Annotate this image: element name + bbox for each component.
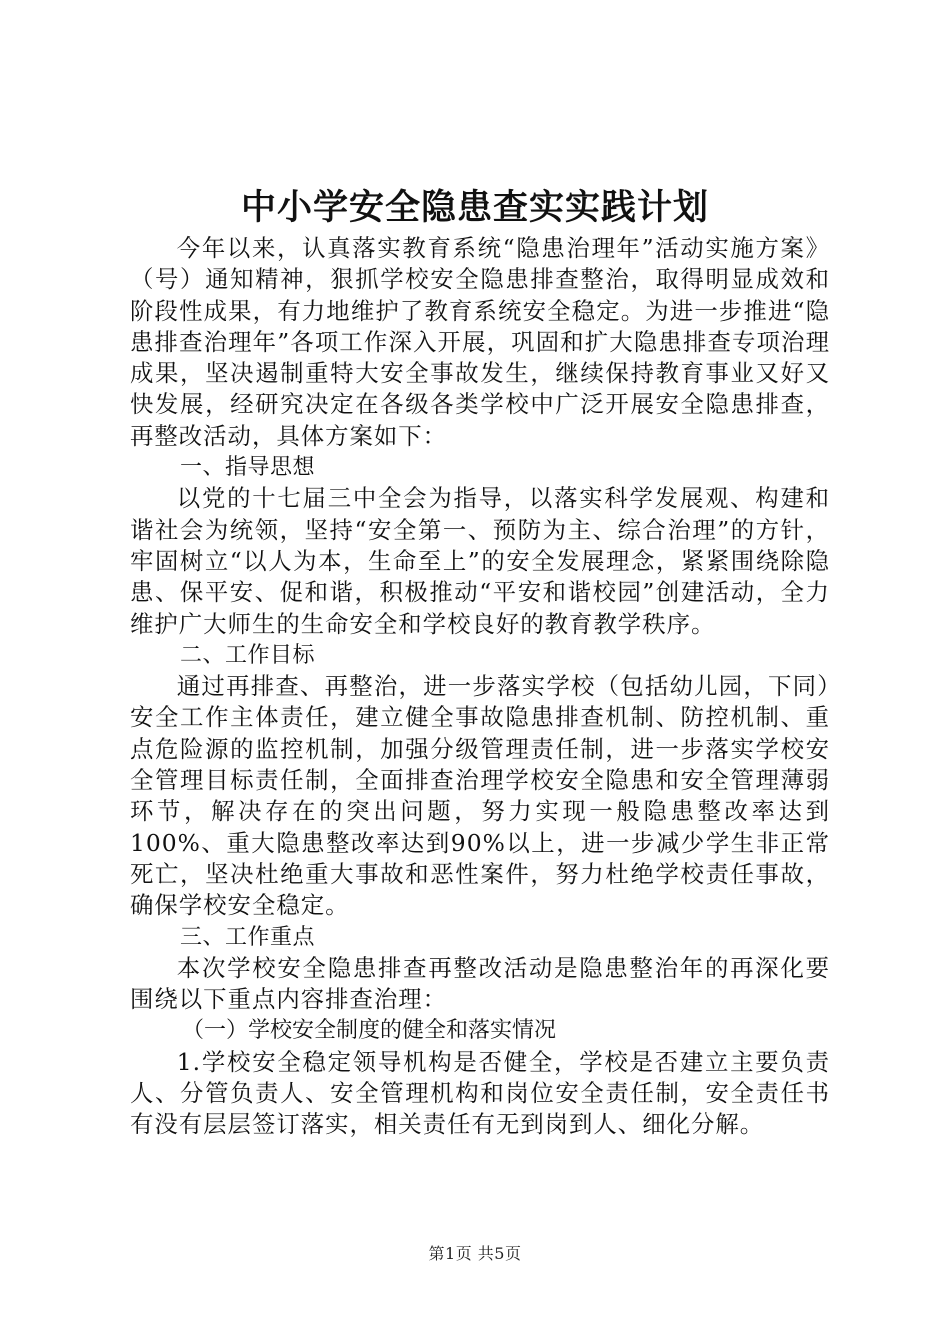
section-heading-guiding-ideology: 一、指导思想 xyxy=(180,455,316,481)
subsection-heading-safety-system: （一）学校安全制度的健全和落实情况 xyxy=(182,1018,557,1044)
section-paragraph-guiding-ideology: 以党的十七届三中全会为指导，以落实科学发展观、构建和谐社会为统领，坚持“安全第一、预防为主、综合治理”的方针，牢固树立“以人为本，生命至上”的安全发展理念，紧紧围绕除隐患、保平安、促和谐，积极推动“平安和谐校园”创建活动，全力维护广大师生的生命安全和学校良好的教育教学秩序。 xyxy=(130,484,830,638)
list-item-safety-leadership: 1.学校安全稳定领导机构是否健全，学校是否建立主要负责人、分管负责人、安全管理机构和岗位安全责任制，安全责任书有没有层层签订落实，相关责任有无到岗到人、细化分解。 xyxy=(130,1047,830,1139)
document-body xyxy=(130,233,830,1141)
page-number-footer: 第1页 共5页 xyxy=(428,1244,522,1263)
section-paragraph-work-focus: 本次学校安全隐患排查再整改活动是隐患整治年的再深化要围绕以下重点内容排查治理： xyxy=(130,953,830,1014)
document-title: 中小学安全隐患查实实践计划 xyxy=(240,187,709,228)
section-heading-work-goals: 二、工作目标 xyxy=(180,642,316,668)
section-heading-work-focus: 三、工作重点 xyxy=(180,924,316,950)
section-paragraph-work-goals: 通过再排查、再整治，进一步落实学校（包括幼儿园，下同）安全工作主体责任，建立健全事故隐患排查机制、防控机制、重点危险源的监控机制，加强分级管理责任制，进一步落实学校安全管理目标责任制，全面排查治理学校安全隐患和安全管理薄弱环节，解决存在的突出问题，努力实现一般隐患整改率达到100%、重大隐患整改率达到90%以上，进一步减少学生非正常死亡，坚决杜绝重大事故和恶性案件，努力杜绝学校责任事故，确保学校安全稳定。 xyxy=(130,672,830,920)
intro-paragraph: 今年以来，认真落实教育系统“隐患治理年”活动实施方案》（号）通知精神，狠抓学校安全隐患排查整治，取得明显成效和阶段性成果，有力地维护了教育系统安全稳定。为进一步推进“隐患排查治理年”各项工作深入开展，巩固和扩大隐患排查专项治理成果，坚决遏制重特大安全事故发生，继续保持教育事业又好又快发展，经研究决定在各级各类学校中广泛开展安全隐患排查，再整改活动，具体方案如下： xyxy=(130,234,830,450)
